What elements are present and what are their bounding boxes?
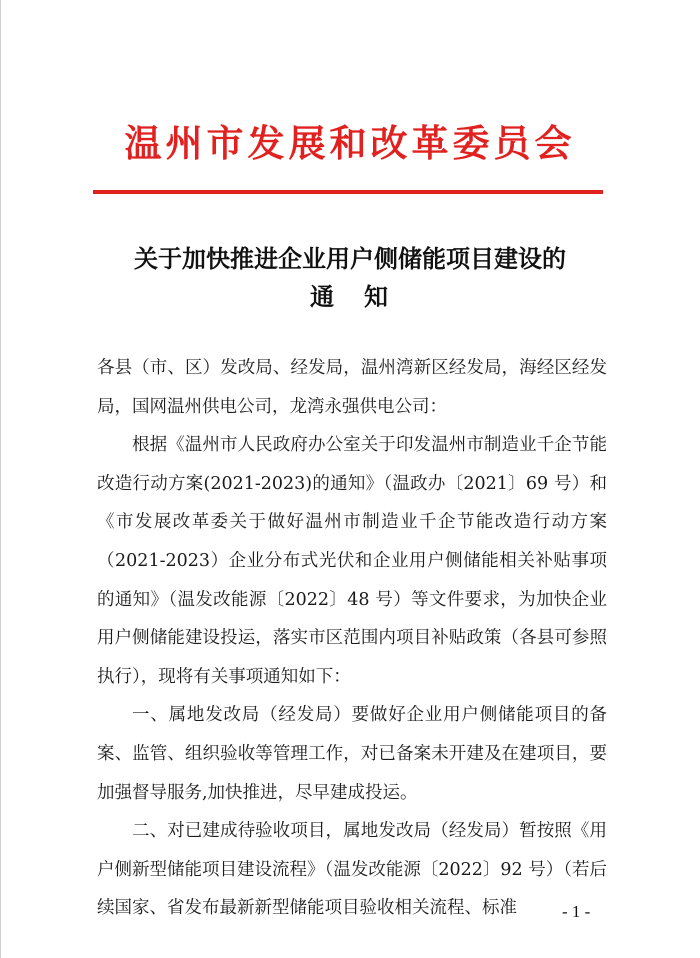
- red-divider-line: [93, 190, 603, 194]
- page-number: - 1 -: [562, 902, 591, 921]
- document-body: [97, 349, 607, 928]
- paragraph-item-2: 二、对已建成待验收项目，属地发改局（经发局）暂按照《用户侧新型储能项目建设流程》（温发改能源〔2022〕92 号）（若后续国家、省发布最新新型储能项目验收相关流程、标准: [97, 821, 607, 919]
- document-title: [0, 240, 700, 316]
- paragraph-item-1: 一、属地发改局（经发局）要做好企业用户侧储能项目的备案、监管、组织验收等管理工作，对已备案未开建及在建项目，要加强督导服务,加快推进，尽早建成投运。: [97, 705, 607, 803]
- document-title-line1: 关于加快推进企业用户侧储能项目建设的: [134, 244, 566, 273]
- document-title-line2: 通知: [310, 282, 418, 311]
- addressees: 各县（市、区）发改局、经发局，温州湾新区经发局，海经区经发局，国网温州供电公司，龙湾永强供电公司：: [97, 358, 607, 417]
- organization-header: 温州市发展和改革委员会: [124, 121, 576, 165]
- paragraph-basis: 根据《温州市人民政府办公室关于印发温州市制造业千企节能改造行动方案(2021-2023)的通知》（温政办〔2021〕69 号）和《市发展改革委关于做好温州市制造业千企节能改造行动方案（2021-2023）企业分布式光伏和企业用户侧储能相关补贴事项的通知》（温发改能源〔2022〕48 号）等文件要求，为加快企业用户侧储能建设投运，落实市区范围内项目补贴政策（各县可参照执行），现将有关事项通知如下：: [97, 435, 607, 687]
